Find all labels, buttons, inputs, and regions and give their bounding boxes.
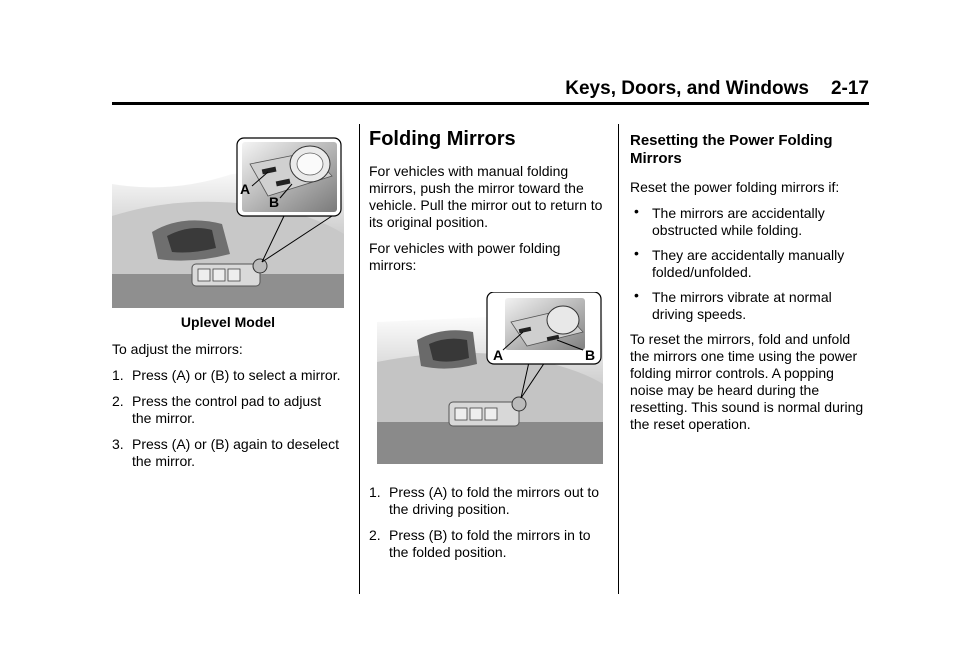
header-text [565, 78, 869, 100]
bullet-text: The mirrors vibrate at normal driving speeds. [652, 289, 832, 322]
column-1 [112, 124, 344, 479]
bullet-text: The mirrors are accidentally obstructed while folding. [652, 205, 825, 238]
column-divider [359, 124, 360, 594]
bullet-item [630, 247, 870, 281]
step-item [112, 436, 344, 470]
step-text: Press (A) to fold the mirrors out to the driving position. [389, 484, 600, 517]
paragraph: For vehicles with power folding mirrors: [369, 240, 561, 273]
section-heading: Folding Mirrors [369, 128, 516, 150]
bullet-text: They are accidentally manually folded/unfolded. [652, 247, 845, 280]
step-text: Press the control pad to adjust the mirror. [132, 393, 322, 426]
bullet-glyph: • [634, 245, 639, 261]
column-2 [369, 124, 609, 570]
step-number: 1. [112, 367, 124, 383]
column-3 [630, 124, 870, 442]
steps-list [369, 484, 609, 561]
intro-text: Reset the power folding mirrors if: [630, 179, 840, 195]
callout-label-a: A [240, 181, 251, 197]
step-text: Press (A) or (B) to select a mirror. [132, 367, 341, 383]
figure-caption: Uplevel Model [180, 314, 276, 330]
step-item [112, 393, 344, 427]
steps-list [112, 367, 344, 470]
bullet-item [630, 289, 870, 323]
step-number: 1. [369, 484, 381, 500]
intro-text: To adjust the mirrors: [112, 341, 243, 357]
paragraph: To reset the mirrors, fold and unfold the mirrors one time using the power folding mirror controls. A popping noise may be heard during the resetting. This sound is normal during the reset operation. [630, 331, 864, 432]
step-number: 2. [369, 527, 381, 543]
callout-label-a: A [493, 347, 504, 363]
bullet-item [630, 205, 870, 239]
step-number: 2. [112, 393, 124, 409]
bullet-list [630, 205, 870, 323]
power-folding-mirror-illustration [377, 292, 603, 464]
header-section-title: Keys, Doors, and Windows [565, 78, 809, 99]
mirror-control-illustration-uplevel [112, 124, 344, 308]
paragraph: For vehicles with manual folding mirrors, push the mirror toward the vehicle. Pull the mirror out to return to its original position. [369, 163, 603, 230]
step-number: 3. [112, 436, 124, 452]
step-text: Press (A) or (B) again to deselect the mirror. [132, 436, 339, 469]
step-item [369, 484, 609, 518]
page-number: 2-17 [830, 78, 869, 99]
callout-label-b: B [269, 194, 280, 210]
header-rule [112, 102, 869, 105]
step-item [369, 527, 609, 561]
callout-label-b: B [585, 347, 596, 363]
bullet-glyph: • [634, 203, 639, 219]
column-divider [618, 124, 619, 594]
bullet-glyph: • [634, 287, 639, 303]
step-item [112, 367, 344, 384]
step-text: Press (B) to fold the mirrors in to the folded position. [389, 527, 591, 560]
section-heading: Resetting the Power Folding Mirrors [630, 132, 833, 167]
